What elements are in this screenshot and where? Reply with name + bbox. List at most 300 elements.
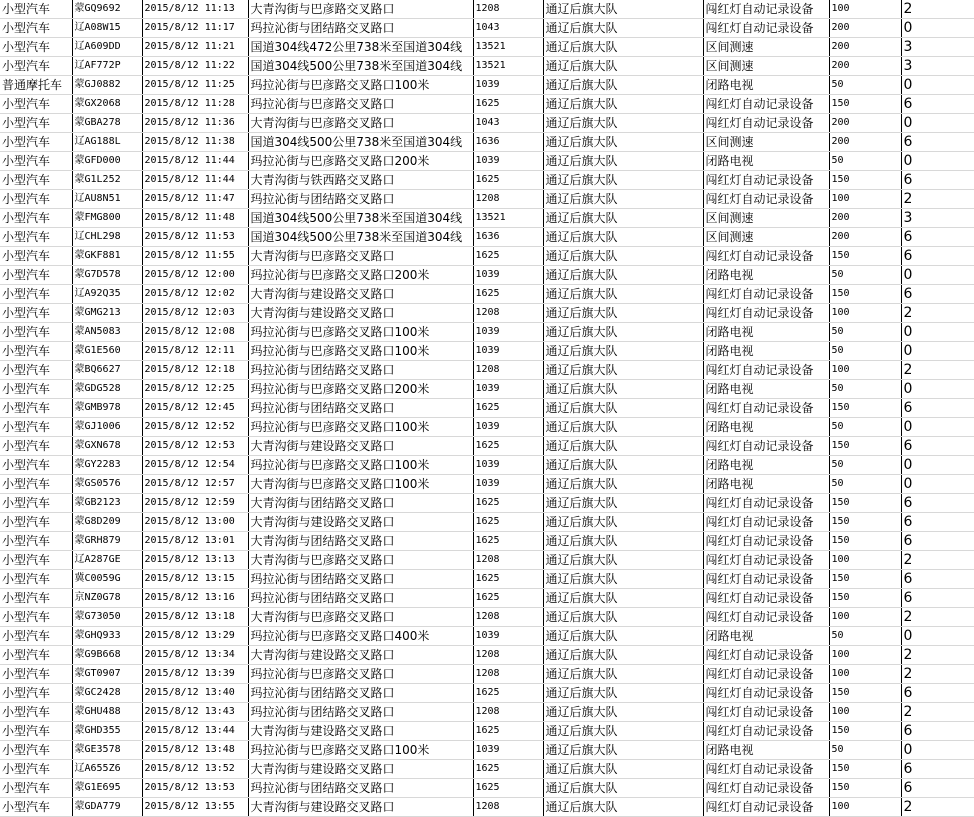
location-cell: 玛拉沁街与巴彦路交叉路口100米 [248,418,473,437]
table-row [0,57,974,76]
points-cell: 0 [901,114,974,133]
vehicle-type-cell: 小型汽车 [0,684,72,703]
agency-cell: 通辽后旗大队 [543,798,703,817]
plate-number-cell: 蒙GX2068 [72,95,142,114]
table-row [0,247,974,266]
vehicle-type-cell: 小型汽车 [0,342,72,361]
violation-time-cell: 2015/8/12 12:02 [142,285,248,304]
capture-method-cell: 闯红灯自动记录设备 [703,494,829,513]
fine-amount-cell: 150 [829,171,901,190]
vehicle-type-cell: 小型汽车 [0,665,72,684]
violation-code-cell: 1208 [473,608,543,627]
fine-amount-cell: 50 [829,323,901,342]
violation-code-cell: 1625 [473,589,543,608]
table-row [0,798,974,817]
location-cell: 大青沟街与巴彦路交叉路口 [248,0,473,19]
agency-cell: 通辽后旗大队 [543,19,703,38]
capture-method-cell: 闯红灯自动记录设备 [703,19,829,38]
capture-method-cell: 闯红灯自动记录设备 [703,589,829,608]
table-row [0,266,974,285]
violation-code-cell: 1039 [473,323,543,342]
violation-code-cell: 1625 [473,570,543,589]
violation-time-cell: 2015/8/12 11:36 [142,114,248,133]
location-cell: 大青沟街与建设路交叉路口 [248,513,473,532]
points-cell: 0 [901,19,974,38]
violation-time-cell: 2015/8/12 12:45 [142,399,248,418]
agency-cell: 通辽后旗大队 [543,551,703,570]
fine-amount-cell: 150 [829,95,901,114]
vehicle-type-cell: 普通摩托车 [0,76,72,95]
violation-time-cell: 2015/8/12 13:34 [142,646,248,665]
vehicle-type-cell: 小型汽车 [0,95,72,114]
vehicle-type-cell: 小型汽车 [0,209,72,228]
vehicle-type-cell: 小型汽车 [0,532,72,551]
vehicle-type-cell: 小型汽车 [0,399,72,418]
plate-number-cell: 蒙GHU488 [72,703,142,722]
fine-amount-cell: 50 [829,380,901,399]
location-cell: 大青沟街与建设路交叉路口 [248,722,473,741]
plate-number-cell: 蒙G73050 [72,608,142,627]
points-cell: 6 [901,779,974,798]
table-row [0,323,974,342]
plate-number-cell: 蒙GXN678 [72,437,142,456]
violation-code-cell: 1625 [473,760,543,779]
fine-amount-cell: 100 [829,304,901,323]
points-cell: 6 [901,760,974,779]
plate-number-cell: 蒙GE3578 [72,741,142,760]
vehicle-type-cell: 小型汽车 [0,475,72,494]
points-cell: 6 [901,494,974,513]
table-row [0,437,974,456]
location-cell: 玛拉沁街与巴彦路交叉路口100米 [248,76,473,95]
plate-number-cell: 蒙GHQ933 [72,627,142,646]
plate-number-cell: 蒙GFD000 [72,152,142,171]
vehicle-type-cell: 小型汽车 [0,190,72,209]
capture-method-cell: 闯红灯自动记录设备 [703,285,829,304]
capture-method-cell: 区间测速 [703,209,829,228]
table-row [0,285,974,304]
agency-cell: 通辽后旗大队 [543,684,703,703]
vehicle-type-cell: 小型汽车 [0,133,72,152]
capture-method-cell: 闯红灯自动记录设备 [703,722,829,741]
violation-time-cell: 2015/8/12 13:01 [142,532,248,551]
violation-code-cell: 13521 [473,209,543,228]
location-cell: 玛拉沁街与巴彦路交叉路口200米 [248,152,473,171]
vehicle-type-cell: 小型汽车 [0,266,72,285]
fine-amount-cell: 50 [829,152,901,171]
capture-method-cell: 闯红灯自动记录设备 [703,779,829,798]
vehicle-type-cell: 小型汽车 [0,361,72,380]
violation-code-cell: 1208 [473,304,543,323]
points-cell: 0 [901,323,974,342]
violation-time-cell: 2015/8/12 13:15 [142,570,248,589]
table-row [0,608,974,627]
location-cell: 玛拉沁街与巴彦路交叉路口 [248,665,473,684]
violation-time-cell: 2015/8/12 11:44 [142,152,248,171]
fine-amount-cell: 50 [829,418,901,437]
plate-number-cell: 辽A609DD [72,38,142,57]
violation-time-cell: 2015/8/12 12:08 [142,323,248,342]
plate-number-cell: 蒙G7D578 [72,266,142,285]
points-cell: 6 [901,95,974,114]
table-row [0,665,974,684]
vehicle-type-cell: 小型汽车 [0,323,72,342]
violation-time-cell: 2015/8/12 13:53 [142,779,248,798]
vehicle-type-cell: 小型汽车 [0,494,72,513]
points-cell: 3 [901,38,974,57]
plate-number-cell: 蒙FMG800 [72,209,142,228]
fine-amount-cell: 50 [829,475,901,494]
plate-number-cell: 辽A287GE [72,551,142,570]
agency-cell: 通辽后旗大队 [543,228,703,247]
fine-amount-cell: 200 [829,19,901,38]
table-row [0,399,974,418]
location-cell: 玛拉沁街与团结路交叉路口 [248,589,473,608]
capture-method-cell: 区间测速 [703,57,829,76]
capture-method-cell: 闭路电视 [703,342,829,361]
points-cell: 0 [901,627,974,646]
plate-number-cell: 蒙G1E560 [72,342,142,361]
plate-number-cell: 蒙GBA278 [72,114,142,133]
vehicle-type-cell: 小型汽车 [0,228,72,247]
location-cell: 玛拉沁街与巴彦路交叉路口200米 [248,380,473,399]
fine-amount-cell: 150 [829,494,901,513]
fine-amount-cell: 150 [829,589,901,608]
violation-code-cell: 1208 [473,0,543,19]
capture-method-cell: 闯红灯自动记录设备 [703,760,829,779]
vehicle-type-cell: 小型汽车 [0,570,72,589]
agency-cell: 通辽后旗大队 [543,494,703,513]
capture-method-cell: 闯红灯自动记录设备 [703,0,829,19]
table-row [0,0,974,19]
location-cell: 玛拉沁街与巴彦路交叉路口100米 [248,456,473,475]
fine-amount-cell: 200 [829,114,901,133]
violation-code-cell: 1625 [473,722,543,741]
plate-number-cell: 辽CHL298 [72,228,142,247]
points-cell: 3 [901,57,974,76]
vehicle-type-cell: 小型汽车 [0,741,72,760]
capture-method-cell: 闯红灯自动记录设备 [703,304,829,323]
agency-cell: 通辽后旗大队 [543,133,703,152]
plate-number-cell: 蒙G1E695 [72,779,142,798]
location-cell: 玛拉沁街与团结路交叉路口 [248,361,473,380]
plate-number-cell: 蒙G1L252 [72,171,142,190]
table-row [0,152,974,171]
agency-cell: 通辽后旗大队 [543,589,703,608]
agency-cell: 通辽后旗大队 [543,513,703,532]
location-cell: 玛拉沁街与巴彦路交叉路口 [248,95,473,114]
plate-number-cell: 蒙GHD355 [72,722,142,741]
agency-cell: 通辽后旗大队 [543,570,703,589]
agency-cell: 通辽后旗大队 [543,760,703,779]
location-cell: 玛拉沁街与巴彦路交叉路口100米 [248,323,473,342]
agency-cell: 通辽后旗大队 [543,418,703,437]
capture-method-cell: 闯红灯自动记录设备 [703,608,829,627]
table-row [0,190,974,209]
fine-amount-cell: 100 [829,798,901,817]
plate-number-cell: 冀C0059G [72,570,142,589]
location-cell: 玛拉沁街与团结路交叉路口 [248,684,473,703]
vehicle-type-cell: 小型汽车 [0,513,72,532]
fine-amount-cell: 200 [829,57,901,76]
plate-number-cell: 辽A655Z6 [72,760,142,779]
violation-code-cell: 1625 [473,779,543,798]
plate-number-cell: 蒙AN5083 [72,323,142,342]
vehicle-type-cell: 小型汽车 [0,19,72,38]
location-cell: 玛拉沁街与团结路交叉路口 [248,570,473,589]
violation-code-cell: 1039 [473,456,543,475]
violation-time-cell: 2015/8/12 13:16 [142,589,248,608]
points-cell: 3 [901,209,974,228]
vehicle-type-cell: 小型汽车 [0,285,72,304]
capture-method-cell: 闯红灯自动记录设备 [703,570,829,589]
capture-method-cell: 闭路电视 [703,152,829,171]
agency-cell: 通辽后旗大队 [543,779,703,798]
location-cell: 国道304线500公里738米至国道304线 [248,133,473,152]
fine-amount-cell: 150 [829,285,901,304]
location-cell: 大青沟街与建设路交叉路口 [248,798,473,817]
agency-cell: 通辽后旗大队 [543,266,703,285]
fine-amount-cell: 50 [829,342,901,361]
points-cell: 6 [901,589,974,608]
fine-amount-cell: 100 [829,361,901,380]
table-row [0,38,974,57]
violation-code-cell: 1625 [473,437,543,456]
fine-amount-cell: 50 [829,741,901,760]
violation-time-cell: 2015/8/12 12:18 [142,361,248,380]
violation-time-cell: 2015/8/12 12:52 [142,418,248,437]
table-row [0,551,974,570]
capture-method-cell: 闯红灯自动记录设备 [703,532,829,551]
vehicle-type-cell: 小型汽车 [0,114,72,133]
table-row [0,418,974,437]
violation-time-cell: 2015/8/12 13:44 [142,722,248,741]
violation-code-cell: 1039 [473,76,543,95]
table-row [0,589,974,608]
table-row [0,209,974,228]
points-cell: 0 [901,456,974,475]
violation-time-cell: 2015/8/12 11:53 [142,228,248,247]
fine-amount-cell: 150 [829,247,901,266]
location-cell: 大青沟街与建设路交叉路口 [248,646,473,665]
vehicle-type-cell: 小型汽车 [0,0,72,19]
capture-method-cell: 区间测速 [703,38,829,57]
location-cell: 大青沟街与巴彦路交叉路口 [248,551,473,570]
location-cell: 玛拉沁街与团结路交叉路口 [248,703,473,722]
plate-number-cell: 蒙GMB978 [72,399,142,418]
fine-amount-cell: 100 [829,0,901,19]
fine-amount-cell: 100 [829,646,901,665]
vehicle-type-cell: 小型汽车 [0,703,72,722]
fine-amount-cell: 200 [829,133,901,152]
points-cell: 2 [901,608,974,627]
violation-code-cell: 1039 [473,266,543,285]
violation-time-cell: 2015/8/12 13:18 [142,608,248,627]
violation-time-cell: 2015/8/12 13:39 [142,665,248,684]
plate-number-cell: 京NZ0G78 [72,589,142,608]
agency-cell: 通辽后旗大队 [543,532,703,551]
plate-number-cell: 蒙GQ9692 [72,0,142,19]
capture-method-cell: 闯红灯自动记录设备 [703,114,829,133]
violation-time-cell: 2015/8/12 13:29 [142,627,248,646]
plate-number-cell: 蒙GS0576 [72,475,142,494]
points-cell: 6 [901,570,974,589]
points-cell: 0 [901,76,974,95]
violation-time-cell: 2015/8/12 13:13 [142,551,248,570]
agency-cell: 通辽后旗大队 [543,437,703,456]
violation-time-cell: 2015/8/12 11:38 [142,133,248,152]
agency-cell: 通辽后旗大队 [543,38,703,57]
violation-time-cell: 2015/8/12 13:55 [142,798,248,817]
vehicle-type-cell: 小型汽车 [0,171,72,190]
agency-cell: 通辽后旗大队 [543,95,703,114]
capture-method-cell: 区间测速 [703,228,829,247]
table-row [0,646,974,665]
points-cell: 6 [901,532,974,551]
fine-amount-cell: 100 [829,703,901,722]
location-cell: 国道304线472公里738米至国道304线 [248,38,473,57]
points-cell: 2 [901,361,974,380]
vehicle-type-cell: 小型汽车 [0,456,72,475]
violation-time-cell: 2015/8/12 12:57 [142,475,248,494]
capture-method-cell: 闭路电视 [703,380,829,399]
points-cell: 2 [901,798,974,817]
violation-time-cell: 2015/8/12 11:44 [142,171,248,190]
points-cell: 2 [901,190,974,209]
points-cell: 6 [901,684,974,703]
points-cell: 6 [901,399,974,418]
violation-time-cell: 2015/8/12 12:59 [142,494,248,513]
violation-time-cell: 2015/8/12 13:40 [142,684,248,703]
fine-amount-cell: 200 [829,38,901,57]
violation-time-cell: 2015/8/12 13:43 [142,703,248,722]
violation-code-cell: 1043 [473,114,543,133]
table-row [0,361,974,380]
table-row [0,741,974,760]
table-row [0,342,974,361]
points-cell: 0 [901,266,974,285]
violation-time-cell: 2015/8/12 11:55 [142,247,248,266]
table-row [0,456,974,475]
vehicle-type-cell: 小型汽车 [0,760,72,779]
violation-time-cell: 2015/8/12 11:48 [142,209,248,228]
capture-method-cell: 闭路电视 [703,76,829,95]
capture-method-cell: 闯红灯自动记录设备 [703,703,829,722]
fine-amount-cell: 200 [829,209,901,228]
violation-code-cell: 1625 [473,532,543,551]
location-cell: 大青沟街与团结路交叉路口 [248,494,473,513]
violation-code-cell: 1625 [473,95,543,114]
capture-method-cell: 闯红灯自动记录设备 [703,247,829,266]
table-row [0,76,974,95]
capture-method-cell: 闯红灯自动记录设备 [703,437,829,456]
points-cell: 0 [901,152,974,171]
violation-time-cell: 2015/8/12 12:11 [142,342,248,361]
agency-cell: 通辽后旗大队 [543,608,703,627]
points-cell: 0 [901,342,974,361]
vehicle-type-cell: 小型汽车 [0,627,72,646]
points-cell: 2 [901,665,974,684]
agency-cell: 通辽后旗大队 [543,627,703,646]
violation-code-cell: 1039 [473,342,543,361]
table-row [0,171,974,190]
violation-code-cell: 1636 [473,133,543,152]
capture-method-cell: 闯红灯自动记录设备 [703,684,829,703]
violation-time-cell: 2015/8/12 13:48 [142,741,248,760]
table-row [0,760,974,779]
capture-method-cell: 闭路电视 [703,456,829,475]
fine-amount-cell: 150 [829,684,901,703]
vehicle-type-cell: 小型汽车 [0,247,72,266]
points-cell: 6 [901,228,974,247]
plate-number-cell: 蒙G8D209 [72,513,142,532]
plate-number-cell: 辽AG188L [72,133,142,152]
violation-time-cell: 2015/8/12 13:52 [142,760,248,779]
fine-amount-cell: 150 [829,437,901,456]
capture-method-cell: 闭路电视 [703,741,829,760]
fine-amount-cell: 50 [829,456,901,475]
plate-number-cell: 蒙GRH879 [72,532,142,551]
plate-number-cell: 蒙GJ0882 [72,76,142,95]
plate-number-cell: 蒙BQ6627 [72,361,142,380]
location-cell: 玛拉沁街与团结路交叉路口 [248,190,473,209]
violation-code-cell: 1039 [473,380,543,399]
table-row [0,627,974,646]
fine-amount-cell: 100 [829,190,901,209]
location-cell: 大青沟街与巴彦路交叉路口 [248,114,473,133]
fine-amount-cell: 150 [829,399,901,418]
agency-cell: 通辽后旗大队 [543,399,703,418]
vehicle-type-cell: 小型汽车 [0,551,72,570]
table-row [0,475,974,494]
table-row [0,114,974,133]
plate-number-cell: 蒙GDA779 [72,798,142,817]
agency-cell: 通辽后旗大队 [543,190,703,209]
agency-cell: 通辽后旗大队 [543,304,703,323]
plate-number-cell: 蒙GKF881 [72,247,142,266]
fine-amount-cell: 150 [829,513,901,532]
plate-number-cell: 蒙GMG213 [72,304,142,323]
table-row [0,133,974,152]
location-cell: 大青沟街与巴彦路交叉路口100米 [248,475,473,494]
capture-method-cell: 闯红灯自动记录设备 [703,190,829,209]
capture-method-cell: 闭路电视 [703,323,829,342]
table-row [0,494,974,513]
agency-cell: 通辽后旗大队 [543,247,703,266]
location-cell: 国道304线500公里738米至国道304线 [248,228,473,247]
agency-cell: 通辽后旗大队 [543,57,703,76]
plate-number-cell: 辽A08W15 [72,19,142,38]
vehicle-type-cell: 小型汽车 [0,722,72,741]
points-cell: 0 [901,418,974,437]
agency-cell: 通辽后旗大队 [543,342,703,361]
violation-code-cell: 1208 [473,361,543,380]
location-cell: 大青沟街与铁西路交叉路口 [248,171,473,190]
violation-code-cell: 1208 [473,646,543,665]
plate-number-cell: 蒙GY2283 [72,456,142,475]
violation-code-cell: 1625 [473,513,543,532]
violation-time-cell: 2015/8/12 11:28 [142,95,248,114]
location-cell: 大青沟街与建设路交叉路口 [248,285,473,304]
plate-number-cell: 蒙GDG528 [72,380,142,399]
fine-amount-cell: 50 [829,627,901,646]
capture-method-cell: 闯红灯自动记录设备 [703,95,829,114]
fine-amount-cell: 150 [829,570,901,589]
fine-amount-cell: 100 [829,551,901,570]
location-cell: 大青沟街与建设路交叉路口 [248,760,473,779]
location-cell: 国道304线500公里738米至国道304线 [248,57,473,76]
capture-method-cell: 闭路电视 [703,266,829,285]
